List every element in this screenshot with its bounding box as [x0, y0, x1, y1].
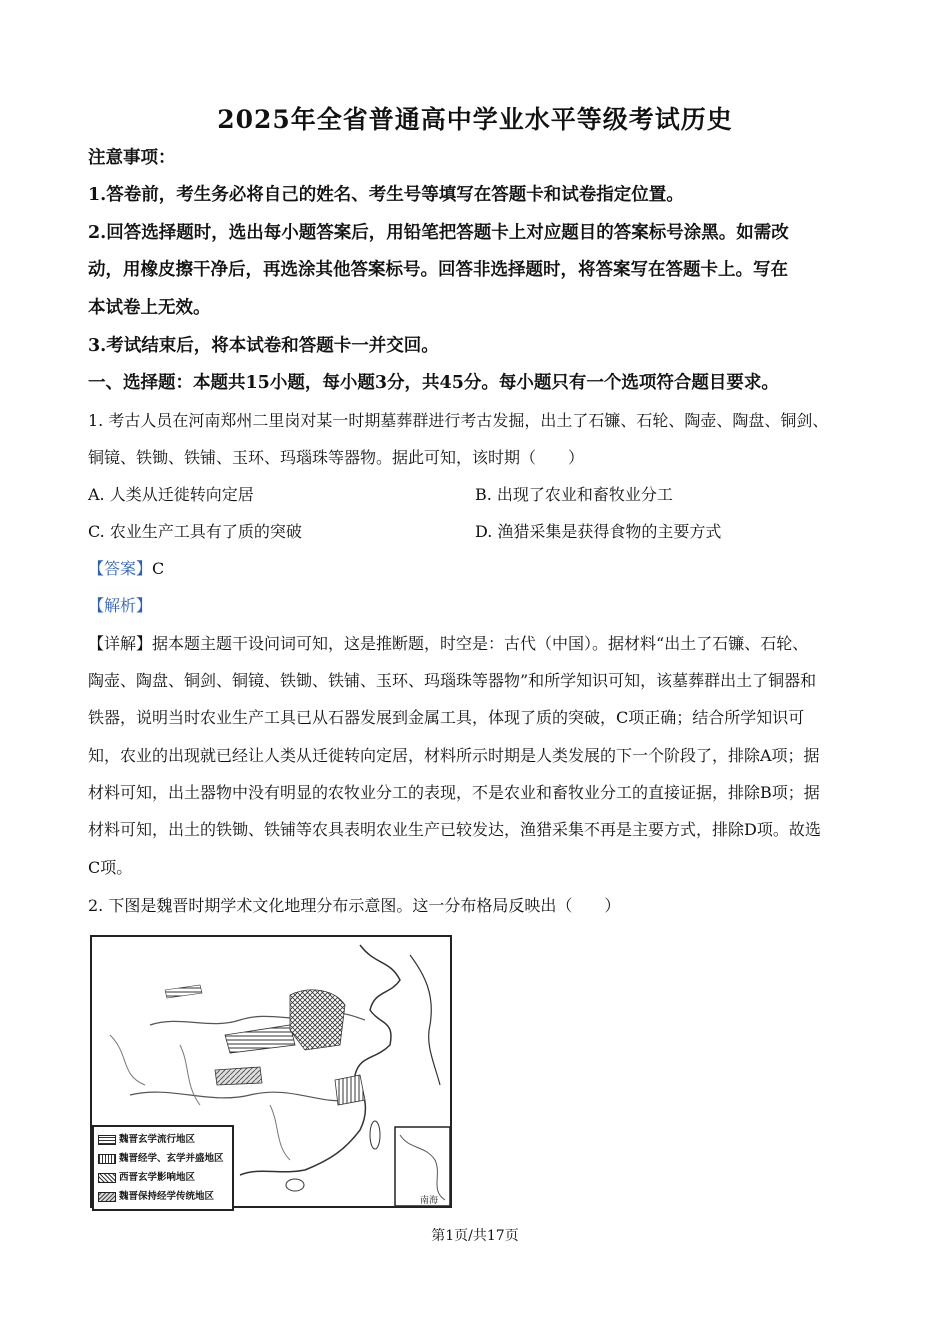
q1-option-d: D. 渔猎采集是获得食物的主要方式 — [475, 522, 722, 541]
notice-item-2-line-3: 本试卷上无效。 — [88, 298, 211, 318]
q1-detail-line-1 — [88, 625, 863, 662]
section-heading: 一、选择题：本题共15小题，每小题3分，共45分。每小题只有一个选项符合题目要求。 — [88, 373, 779, 393]
q1-detail-line-7: C项。 — [88, 858, 133, 877]
answer-value: C — [152, 559, 165, 578]
notice-item-2-line-1: 2.回答选择题时，选出每小题答案后，用铅笔把答题卡上对应题目的答案标号涂黑。如需改 — [88, 223, 789, 243]
hainan-island — [286, 1179, 304, 1191]
legend-label-2: 魏晋经学、玄学并盛地区 — [119, 1153, 224, 1164]
q1-detail-line-4: 知，农业的出现就已经让人类从迁徙转向定居，材料所示时期是人类发展的下一个阶段了，排除A项；据 — [88, 746, 820, 765]
q1-stem-line-2: 铜镜、铁锄、铁铺、玉环、玛瑙珠等器物。据此可知，该时期（ ） — [88, 448, 585, 467]
q1-detail-line-5: 材料可知，出土器物中没有明显的农牧业分工的表现，不是农业和畜牧业分工的直接证据，排除B项；据 — [88, 783, 820, 802]
legend-swatch-3 — [98, 1173, 116, 1183]
region-jingxue-tradition — [215, 1067, 262, 1085]
q1-stem-line-1: 1. 考古人员在河南郑州二里岗对某一时期墓葬群进行考古发掘，出土了石镰、石轮、陶壶、陶盘、铜剑、 — [88, 411, 829, 430]
q1-analysis — [88, 587, 863, 624]
map-legend — [92, 1125, 234, 1211]
region-jingxue-xuanxue — [335, 1075, 365, 1105]
page-footer: 第1页/共17页 — [431, 1228, 519, 1244]
notice-heading: 注意事项： — [88, 148, 176, 168]
page-title: 2025年全省普通高中学业水平等级考试历史 — [217, 105, 733, 134]
q1-option-c: C. 农业生产工具有了质的突破 — [88, 522, 302, 541]
q1-detail-line-2: 陶壶、陶盘、铜剑、铜镜、铁锄、铁铺、玉环、玛瑙珠等器物”和所学知识可知，该墓葬群出土了铜器和 — [88, 671, 817, 690]
region-xijin-influence — [290, 990, 345, 1050]
legend-item-2 — [98, 1150, 224, 1164]
taiwan-island — [370, 1121, 380, 1149]
q1-answer — [88, 550, 863, 587]
notice-item-3: 3.考试结束后，将本试卷和答题卡一并交回。 — [88, 336, 439, 356]
legend-label-3: 西晋玄学影响地区 — [119, 1172, 196, 1183]
inset-label: 南海 — [420, 1196, 439, 1206]
legend-item-1 — [98, 1131, 195, 1145]
legend-swatch-1 — [98, 1135, 116, 1145]
q1-detail-line-6: 材料可知，出土的铁锄、铁铺等农具表明农业生产已较发达，渔猎采集不再是主要方式，排除D项。故选 — [88, 820, 821, 839]
legend-item-3 — [98, 1169, 195, 1183]
notice-item-1: 1.答卷前，考生务必将自己的姓名、考生号等填写在答题卡和试卷指定位置。 — [88, 185, 684, 205]
q1-option-b: B. 出现了农业和畜牧业分工 — [475, 485, 673, 504]
legend-item-4 — [98, 1188, 214, 1202]
detail-text-1: 据本题主题干设问词可知，这是推断题，时空是：古代（中国）。据材料“出土了石镰、石轮、 — [152, 634, 809, 653]
analysis-tag: 【解析】 — [88, 596, 153, 615]
q1-detail-line-3: 铁器，说明当时农业生产工具已从石器发展到金属工具，体现了质的突破，C项正确；结合所学知识可 — [88, 708, 805, 727]
legend-label-4: 魏晋保持经学传统地区 — [119, 1191, 215, 1202]
legend-swatch-4 — [98, 1192, 116, 1202]
detail-tag: 【详解】 — [88, 634, 153, 653]
legend-swatch-2 — [98, 1154, 116, 1164]
q2-stem: 2. 下图是魏晋时期学术文化地理分布示意图。这一分布格局反映出（ ） — [88, 896, 621, 915]
q1-option-a: A. 人类从迁徙转向定居 — [88, 485, 254, 504]
notice-item-2-line-2: 动，用橡皮擦干净后，再选涂其他答案标号。回答非选择题时，将答案写在答题卡上。写在 — [88, 260, 788, 280]
answer-tag: 【答案】 — [88, 559, 153, 578]
legend-label-1: 魏晋玄学流行地区 — [119, 1134, 196, 1145]
